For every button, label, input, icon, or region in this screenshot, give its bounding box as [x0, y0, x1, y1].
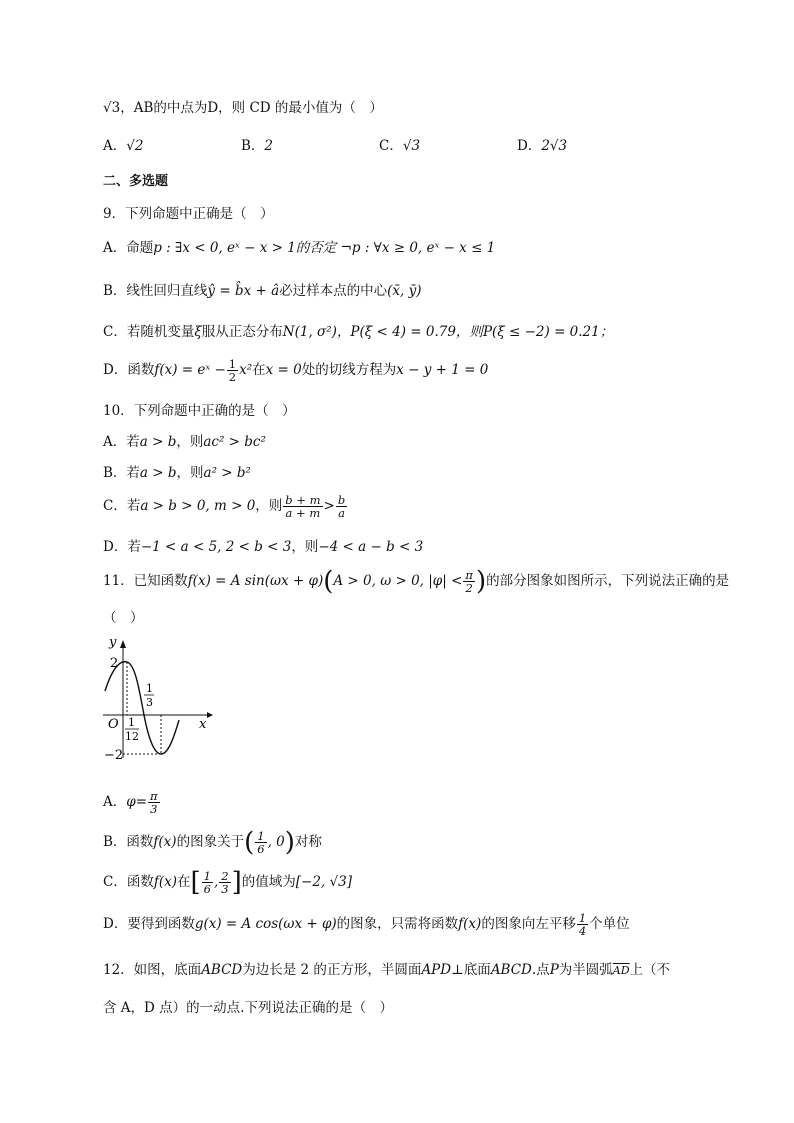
y-label: y [109, 636, 117, 650]
sine-graph [103, 636, 223, 770]
origin-label: O [108, 717, 119, 732]
option-text: D．若 [103, 539, 141, 555]
stem-text: 上（不 [629, 962, 671, 978]
q9-option-a[interactable] [103, 236, 495, 256]
option-text: ，则 [291, 539, 319, 555]
option-math: N(1, σ²) [282, 324, 337, 340]
sine-curve [105, 662, 179, 754]
choice-label: C． [379, 138, 403, 154]
q11-option-c[interactable]: C．函数f(x)在[ $\frac{1}{6}$ , $\frac{2}{3}$ ]的值域为[−2, √3] [103, 867, 352, 898]
option-math: φ= [126, 794, 148, 810]
choice-label: A． [103, 138, 127, 154]
frac-den: 3 [221, 882, 229, 896]
fraction [577, 912, 588, 937]
option-math: −4 < a − b < 3 [318, 539, 424, 555]
q12-line-1 [103, 958, 670, 978]
sine-graph-svg [103, 636, 223, 766]
fraction [463, 569, 475, 594]
stem-math: P [549, 962, 559, 978]
fraction [148, 790, 160, 815]
option-text: 在 [177, 874, 191, 890]
q10-option-b[interactable] [103, 461, 251, 481]
frac-num: b [337, 493, 346, 507]
fraction [227, 358, 238, 383]
q9-option-b[interactable] [103, 279, 422, 299]
choice-value: √3 [402, 138, 421, 154]
stem-text: 为边长是 2 的正方形，半圆面 [242, 962, 422, 978]
tick-bottom-label: −2 [104, 748, 124, 763]
y-axis-arrow [120, 640, 126, 648]
choice-value: 2√3 [541, 138, 568, 154]
option-math: f(x) [153, 874, 177, 890]
option-math: f(x) [153, 834, 177, 850]
option-text: 的图象关于 [176, 834, 245, 850]
frac-num: 2 [221, 869, 229, 883]
option-math: P(ξ ≤ −2) = 0.21； [482, 324, 614, 340]
perp-symbol: ⊥ [451, 962, 464, 978]
option-text: B．函数 [103, 834, 154, 850]
frac-den: 2 [465, 581, 473, 595]
option-text: 服从正态分布 [201, 324, 283, 340]
option-text: 个单位 [589, 916, 630, 932]
option-text: C．若 [103, 498, 141, 514]
q10-option-d[interactable] [103, 535, 423, 555]
q8-choice-c[interactable] [379, 134, 420, 154]
frac-num: π [150, 789, 158, 803]
frac-num: π [465, 568, 473, 582]
choice-label: D． [517, 138, 542, 154]
q8-choice-b[interactable] [241, 134, 273, 154]
frac-den: 6 [203, 882, 211, 896]
option-text: 的图象向左平移 [481, 916, 576, 932]
option-text: B．线性回归直线 [103, 283, 208, 299]
option-math: g(x) = A cos(ωx + φ) [194, 916, 337, 932]
option-math: a² > b² [203, 465, 251, 481]
q11-option-d[interactable] [103, 912, 630, 937]
option-text: 在 [252, 362, 266, 378]
frac-num: 1 [578, 911, 587, 925]
fraction [336, 494, 347, 519]
q11-option-b[interactable]: B．函数f(x)的图象关于( $\frac{1}{6}$ , 0)对称 [103, 827, 322, 858]
option-text: C．函数 [103, 874, 154, 890]
q11-stem: 11．已知函数f(x) = A sin(ωx + φ)(A > 0, ω > 0, |φ| < $\frac{\pi}{2}$ )的部分图象如图所示，下列说法正确的是 [103, 566, 730, 597]
option-text: C．若随机变量 [103, 324, 195, 340]
option-math: a > b > 0, m > 0 [140, 498, 256, 514]
fraction [283, 494, 322, 519]
frac-den: a [338, 506, 345, 520]
q11-stem-paren: （ ） [103, 610, 144, 626]
frac-num: 1 [203, 869, 211, 883]
tick-1-12-den: 12 [125, 730, 139, 743]
tick-1-12-num: 1 [128, 716, 135, 729]
option-text: ，则 [176, 465, 204, 481]
option-text: D．函数 [103, 362, 155, 378]
option-math: x² [239, 362, 253, 378]
stem-math: A > 0, ω > 0, |φ| < [333, 573, 463, 589]
option-text: 必过样本点的中心 [279, 283, 388, 299]
option-math: [−2, √3] [295, 874, 352, 890]
stem-text: 11．已知函数 [103, 573, 188, 589]
tick-top-label: 2 [110, 656, 119, 671]
option-text: 的图象，只需将函数 [336, 916, 459, 932]
fraction [202, 870, 213, 895]
option-math: ，P(ξ < 4) = 0.79，则 [336, 324, 483, 340]
option-math: a > b [139, 434, 177, 450]
x-axis-arrow [207, 712, 213, 718]
frac-num: b + m [285, 493, 321, 507]
arc-ad: $\overline{AD}$ [612, 964, 630, 977]
choice-label: B． [241, 138, 265, 154]
q10-option-a[interactable] [103, 430, 266, 450]
option-text: B．若 [103, 465, 140, 481]
stem-text: 的部分图象如图所示，下列说法正确的是 [486, 573, 730, 589]
q9-stem: 9．下列命题中正确是（ ） [103, 206, 274, 222]
option-math: , 0 [267, 834, 285, 850]
option-text: 对称 [294, 834, 322, 850]
q9-option-d[interactable] [103, 358, 488, 383]
option-math: f(x) = eˣ − [154, 362, 226, 378]
q8-choice-d[interactable] [517, 134, 567, 154]
q9-option-c[interactable] [103, 320, 613, 340]
stem-text: 12．如图，底面 [103, 962, 202, 978]
option-math: (x̄, ȳ) [387, 283, 422, 299]
frac-num: 1 [257, 829, 265, 843]
frac-den: 4 [578, 924, 587, 938]
frac-den: 2 [228, 370, 237, 384]
option-text: 处的切线方程为 [301, 362, 397, 378]
stem-math: ABCD [201, 962, 243, 978]
stem-math: APD [421, 962, 452, 978]
choice-value: 2 [264, 138, 274, 154]
option-math: > [323, 498, 335, 514]
section-heading: 二、多选题 [103, 174, 169, 189]
option-math: f(x) [458, 916, 482, 932]
q8-choices [103, 134, 663, 154]
q10-stem: 10．下列命题中正确的是（ ） [103, 403, 296, 419]
fraction [255, 830, 266, 855]
q11-option-a[interactable] [103, 790, 161, 815]
option-math: ξ [194, 324, 202, 340]
q8-choice-a[interactable] [103, 134, 143, 154]
tick-1-3-num: 1 [146, 682, 153, 695]
stem-text: .点 [531, 962, 550, 978]
option-math: ŷ = b̂x + â [207, 283, 280, 299]
option-text: A． [103, 794, 127, 810]
option-math: p : ∃x < 0, eˣ − x > 1的否定 ¬p : ∀x ≥ 0, eˣ − x ≤ 1 [153, 240, 496, 256]
option-text: A．命题 [103, 240, 154, 256]
stem-math: f(x) = A sin(ωx + φ) [187, 573, 324, 589]
stem-math: ABCD [490, 962, 532, 978]
stem-text: 底面 [463, 962, 491, 978]
x-label: x [199, 717, 207, 732]
choice-value: √2 [126, 138, 144, 154]
tick-1-3-den: 3 [146, 696, 153, 709]
stem-text: 为半圆弧 [558, 962, 613, 978]
option-math: a > b [139, 465, 177, 481]
frac-den: a + m [285, 506, 321, 520]
q8-tail: √3，AB的中点为D，则 CD 的最小值为（ ） [103, 100, 383, 116]
option-math: ac² > bc² [203, 434, 266, 450]
option-math: x = 0 [265, 362, 302, 378]
option-text: 的值域为 [241, 874, 296, 890]
option-text: A．若 [103, 434, 140, 450]
frac-den: 3 [150, 802, 158, 816]
option-text: ，则 [176, 434, 204, 450]
option-text: D．要得到函数 [103, 916, 195, 932]
q10-option-c[interactable] [103, 494, 348, 519]
frac-num: 1 [228, 357, 237, 371]
fraction [219, 870, 230, 895]
option-math: x − y + 1 = 0 [396, 362, 489, 378]
frac-den: 6 [257, 842, 265, 856]
q12-line-2: 含 A，D 点）的一动点.下列说法正确的是（ ） [103, 1000, 393, 1016]
option-text: ，则 [255, 498, 283, 514]
option-math: −1 < a < 5, 2 < b < 3 [140, 539, 292, 555]
